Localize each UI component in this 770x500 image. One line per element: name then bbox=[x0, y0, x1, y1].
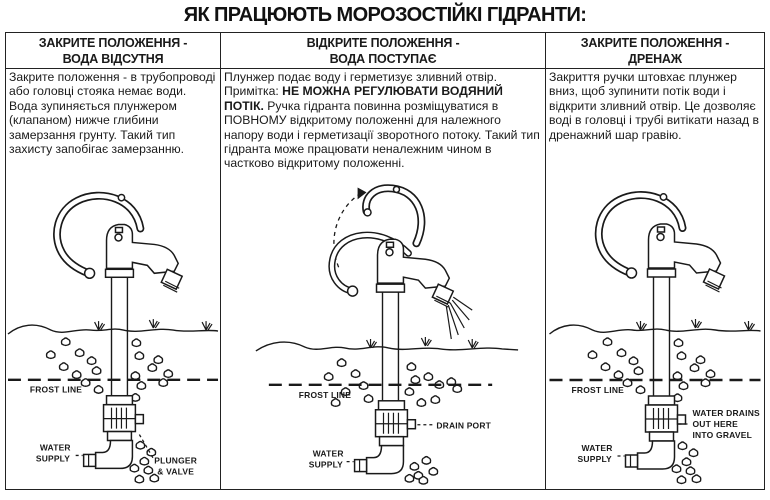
hydrant-head bbox=[627, 224, 725, 292]
hydrant-head bbox=[85, 225, 183, 293]
hydrant-diagram-open bbox=[221, 179, 545, 489]
plunger-valve-label: & VALVE bbox=[157, 466, 195, 477]
drain-port-nub bbox=[135, 415, 143, 424]
valve-assembly bbox=[376, 401, 416, 446]
column-header bbox=[6, 33, 220, 69]
water-supply-label: SUPPLY bbox=[577, 454, 612, 464]
header-line-2: ДРЕНАЖ bbox=[628, 52, 682, 66]
header-line-2: ВОДА ВІДСУТНЯ bbox=[62, 52, 164, 66]
drain-port-label: DRAIN PORT bbox=[436, 420, 492, 431]
water-supply-label: SUPPLY bbox=[35, 453, 71, 464]
water-supply-label: WATER bbox=[581, 443, 613, 453]
hydrant-diagram-closed-drain bbox=[546, 184, 764, 489]
supply-elbow bbox=[626, 441, 675, 469]
frost-line-label: FROST LINE bbox=[571, 385, 625, 395]
pipe-collar bbox=[106, 269, 134, 277]
drain-port-nub bbox=[678, 415, 686, 424]
hydrant-head bbox=[348, 239, 454, 307]
frost-line-label: FROST LINE bbox=[29, 384, 83, 395]
plunger-valve-label: PLUNGER bbox=[154, 455, 198, 466]
column-closed-no-water bbox=[6, 33, 221, 489]
hydrant-illustration bbox=[546, 184, 764, 489]
hydrant-illustration bbox=[6, 184, 220, 489]
ground-line bbox=[256, 342, 518, 351]
valve-assembly bbox=[104, 396, 144, 441]
body-text: Закрите положення - в трубопроводі або головці стояка немає води. Вода зупиняється плунжером (клапаном) нижче глибини замерзання грунту. Такий тип захисту запобігає замерзанню. bbox=[9, 70, 216, 157]
column-closed-drain bbox=[546, 33, 764, 489]
pipe-collar bbox=[648, 269, 676, 277]
standpipe bbox=[112, 277, 128, 395]
pipe-collar bbox=[377, 284, 405, 292]
frost-line-label: FROST LINE bbox=[298, 389, 352, 400]
page-title: ЯК ПРАЦЮЮТЬ МОРОЗОСТІЙКІ ГІДРАНТИ: bbox=[183, 4, 587, 26]
column-body-text bbox=[221, 69, 545, 171]
body-text-bold: НЕ МОЖНА РЕГУЛЮВАТИ ВОДЯНИЙ ПОТІК. bbox=[224, 84, 503, 113]
hydrant-diagram-closed-no-water bbox=[6, 184, 220, 489]
supply-elbow bbox=[84, 441, 133, 469]
valve-assembly bbox=[646, 396, 686, 441]
water-drains-label: WATER DRAINS bbox=[692, 408, 760, 418]
header-line-1: ЗАКРИТЕ ПОЛОЖЕННЯ - bbox=[38, 36, 188, 50]
water-drains-label: OUT HERE bbox=[692, 419, 739, 429]
water-supply-label: WATER bbox=[39, 442, 71, 453]
body-text: Ручка гідранта повинна розміщуватися в ПОВНОМУ відкритому положенні для належного напору води і герметизації зворотного потоку. Такий тип гідранта може працювати неналежним чином в частково відкритому положенні. bbox=[224, 98, 540, 171]
column-body-text bbox=[546, 69, 764, 142]
header-line-1: ЗАКРИТЕ ПОЛОЖЕННЯ - bbox=[580, 36, 730, 50]
water-supply-label: SUPPLY bbox=[308, 459, 344, 470]
header-line-2: ВОДА ПОСТУПАЄ bbox=[329, 52, 437, 66]
handle-motion-arc bbox=[334, 193, 361, 267]
drain-port-nub bbox=[407, 420, 415, 429]
hydrant-illustration bbox=[221, 179, 545, 489]
water-drains-label: INTO GRAVEL bbox=[692, 430, 753, 440]
body-text: Закриття ручки штовхає плунжер вниз, щоб зупинити потік води і відкрити зливний отвір. Це дозволяє воді в головці і трубі витікати назад в дренажний шар гравію. bbox=[549, 70, 759, 142]
column-header bbox=[546, 33, 764, 69]
ground-line bbox=[8, 325, 218, 334]
standpipe bbox=[654, 277, 670, 396]
water-spray bbox=[446, 297, 472, 339]
water-supply-label: WATER bbox=[312, 448, 344, 459]
supply-elbow bbox=[355, 446, 404, 474]
body-text: Плунжер подає воду і герметизує зливний отвір. Примітка: bbox=[224, 70, 497, 99]
column-header bbox=[221, 33, 545, 69]
column-body-text bbox=[6, 69, 220, 156]
comparison-table bbox=[5, 32, 765, 490]
ground-line bbox=[550, 325, 761, 334]
grass-tufts bbox=[367, 337, 479, 348]
header-line-1: ВІДКРИТЕ ПОЛОЖЕННЯ - bbox=[306, 36, 460, 50]
grass-tufts bbox=[637, 319, 755, 330]
column-open-water-flows bbox=[221, 33, 546, 489]
